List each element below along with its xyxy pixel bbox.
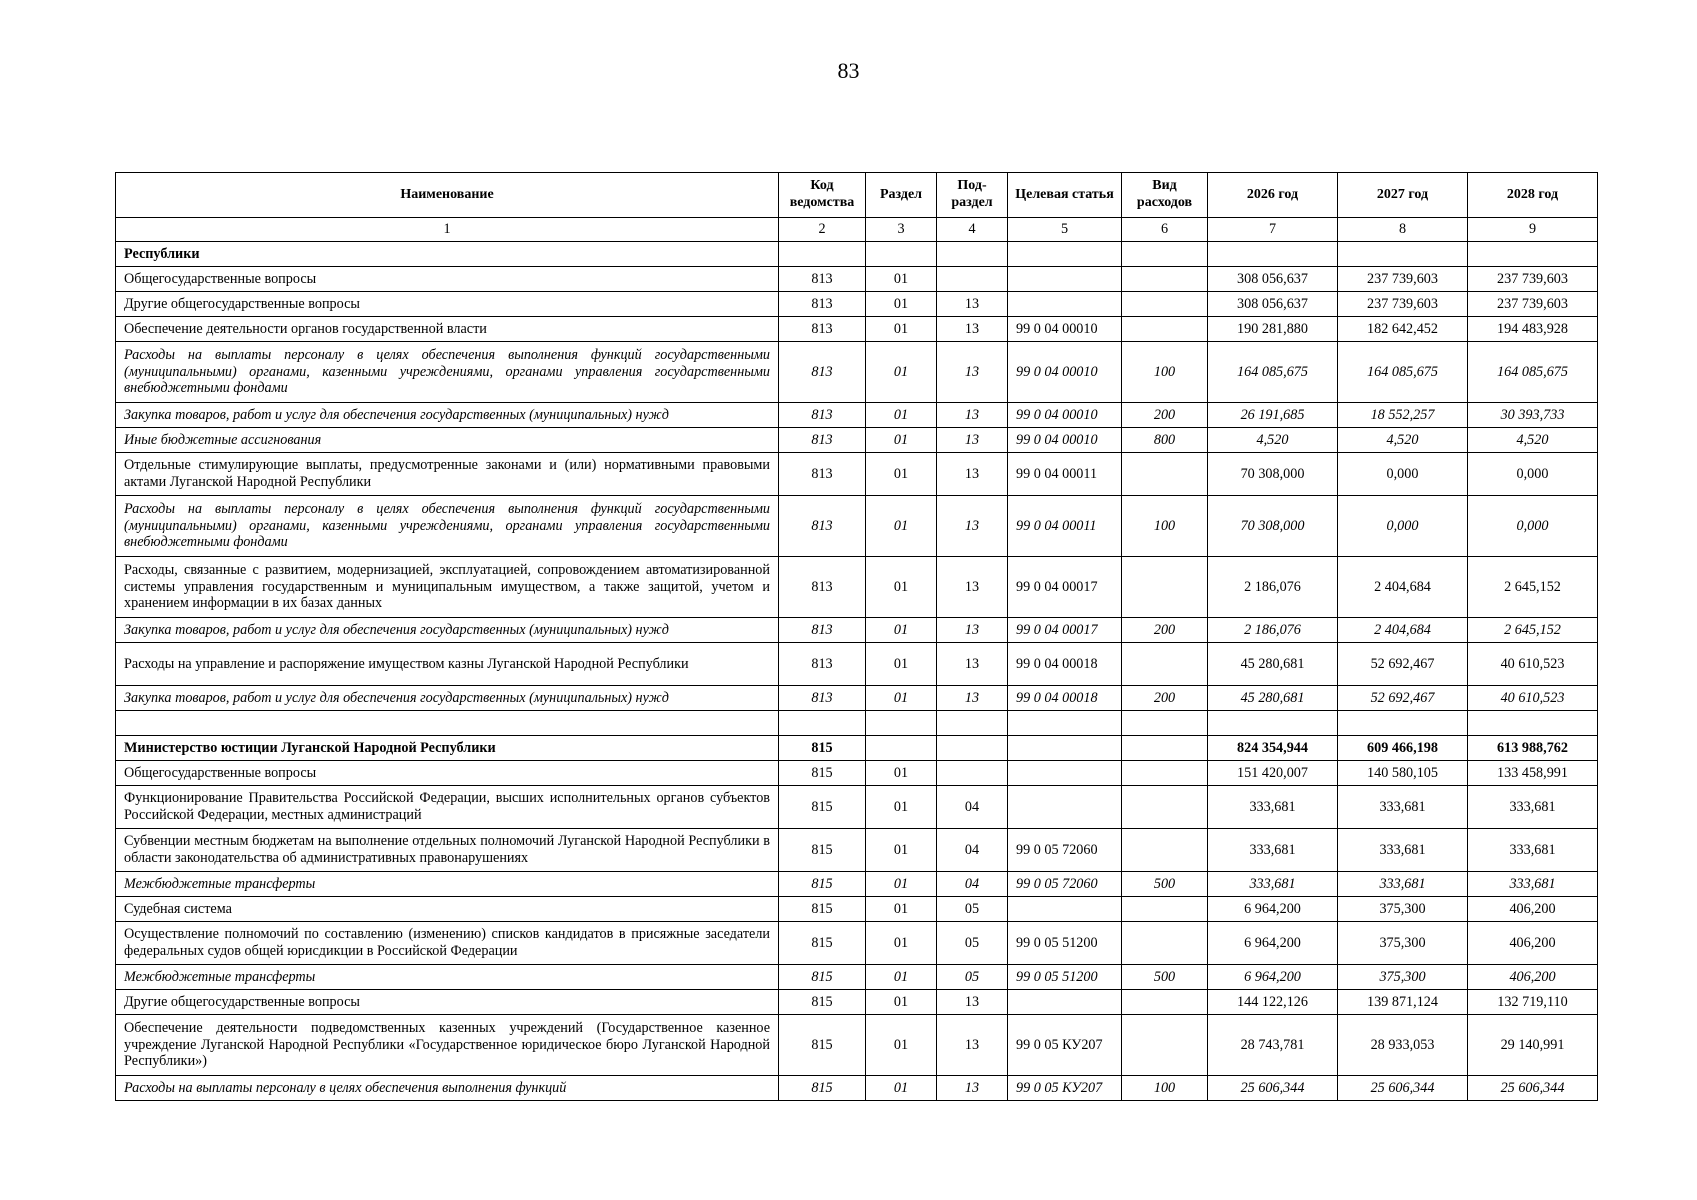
row-name: Осуществление полномочий по составлению (изменению) списков кандидатов в присяжные заседатели федеральных судов общей юрисдикции в Российской Федерации — [116, 922, 779, 965]
row-target — [1008, 761, 1122, 786]
row-kind — [1122, 990, 1208, 1015]
row-value-2028: 4,520 — [1468, 428, 1598, 453]
header-code: Код ведомства — [779, 173, 866, 218]
row-code: 815 — [779, 965, 866, 990]
row-section: 01 — [866, 965, 937, 990]
row-value-2026: 2 186,076 — [1208, 557, 1338, 618]
row-section: 01 — [866, 1076, 937, 1101]
row-kind: 500 — [1122, 872, 1208, 897]
row-target — [1008, 292, 1122, 317]
row-target: 99 0 04 00017 — [1008, 618, 1122, 643]
row-kind: 200 — [1122, 618, 1208, 643]
row-value-2028: 0,000 — [1468, 496, 1598, 557]
row-code: 815 — [779, 736, 866, 761]
row-section: 01 — [866, 761, 937, 786]
row-kind — [1122, 829, 1208, 872]
row-value-2026: 333,681 — [1208, 829, 1338, 872]
row-subsection: 13 — [937, 496, 1008, 557]
row-target — [1008, 990, 1122, 1015]
row-kind — [1122, 317, 1208, 342]
row-value-2027: 375,300 — [1338, 897, 1468, 922]
row-value-2026: 6 964,200 — [1208, 922, 1338, 965]
header-2027: 2027 год — [1338, 173, 1468, 218]
row-value-2026: 28 743,781 — [1208, 1015, 1338, 1076]
row-value-2026: 824 354,944 — [1208, 736, 1338, 761]
page-number: 83 — [837, 58, 860, 83]
row-value-2027: 0,000 — [1338, 453, 1468, 496]
row-value-2026: 25 606,344 — [1208, 1076, 1338, 1101]
row-code: 813 — [779, 292, 866, 317]
row-subsection — [937, 242, 1008, 267]
col-number: 5 — [1008, 218, 1122, 242]
row-name: Другие общегосударственные вопросы — [116, 990, 779, 1015]
row-value-2028: 406,200 — [1468, 922, 1598, 965]
row-subsection: 13 — [937, 292, 1008, 317]
row-kind — [1122, 267, 1208, 292]
row-code: 815 — [779, 872, 866, 897]
row-name: Межбюджетные трансферты — [116, 872, 779, 897]
row-subsection: 13 — [937, 618, 1008, 643]
row-target — [1008, 267, 1122, 292]
row-value-2028 — [1468, 711, 1598, 736]
row-value-2026: 6 964,200 — [1208, 965, 1338, 990]
row-kind: 100 — [1122, 342, 1208, 403]
row-name: Другие общегосударственные вопросы — [116, 292, 779, 317]
row-code: 815 — [779, 786, 866, 829]
table-row — [116, 242, 1598, 267]
table-row — [116, 1015, 1598, 1076]
table-row — [116, 496, 1598, 557]
row-code: 815 — [779, 922, 866, 965]
table-row — [116, 965, 1598, 990]
row-value-2028: 2 645,152 — [1468, 618, 1598, 643]
header-2026: 2026 год — [1208, 173, 1338, 218]
row-value-2027: 4,520 — [1338, 428, 1468, 453]
row-subsection — [937, 267, 1008, 292]
row-value-2026: 70 308,000 — [1208, 496, 1338, 557]
row-subsection: 13 — [937, 643, 1008, 686]
row-name: Министерство юстиции Луганской Народной Республики — [116, 736, 779, 761]
row-code: 815 — [779, 1076, 866, 1101]
table-row — [116, 292, 1598, 317]
row-subsection — [937, 761, 1008, 786]
row-section: 01 — [866, 453, 937, 496]
row-name: Общегосударственные вопросы — [116, 761, 779, 786]
row-value-2028: 40 610,523 — [1468, 686, 1598, 711]
row-value-2028: 333,681 — [1468, 872, 1598, 897]
row-section — [866, 736, 937, 761]
row-kind — [1122, 711, 1208, 736]
row-section: 01 — [866, 897, 937, 922]
row-target: 99 0 04 00010 — [1008, 428, 1122, 453]
header-subsection: Под- раздел — [937, 173, 1008, 218]
row-value-2028: 333,681 — [1468, 829, 1598, 872]
row-section — [866, 242, 937, 267]
row-code: 815 — [779, 829, 866, 872]
table-row — [116, 711, 1598, 736]
row-value-2028: 29 140,991 — [1468, 1015, 1598, 1076]
table-row — [116, 897, 1598, 922]
header-target: Целевая статья — [1008, 173, 1122, 218]
row-subsection — [937, 736, 1008, 761]
row-value-2026: 4,520 — [1208, 428, 1338, 453]
row-value-2026 — [1208, 242, 1338, 267]
row-subsection: 05 — [937, 922, 1008, 965]
row-kind: 200 — [1122, 686, 1208, 711]
row-target: 99 0 05 72060 — [1008, 829, 1122, 872]
row-value-2028: 133 458,991 — [1468, 761, 1598, 786]
row-name: Расходы на выплаты персоналу в целях обеспечения выполнения функций государственными (муниципальными) органами, казенными учреждениями, органами управления государственными внебюджетными фондами — [116, 496, 779, 557]
row-code: 813 — [779, 403, 866, 428]
table-row — [116, 686, 1598, 711]
row-section: 01 — [866, 292, 937, 317]
header-kind: Вид расходов — [1122, 173, 1208, 218]
table-row — [116, 990, 1598, 1015]
row-value-2026: 70 308,000 — [1208, 453, 1338, 496]
row-subsection: 04 — [937, 786, 1008, 829]
row-section: 01 — [866, 618, 937, 643]
row-subsection: 05 — [937, 965, 1008, 990]
row-subsection: 13 — [937, 1076, 1008, 1101]
row-value-2027: 333,681 — [1338, 786, 1468, 829]
row-target: 99 0 04 00018 — [1008, 643, 1122, 686]
row-kind: 800 — [1122, 428, 1208, 453]
row-subsection: 05 — [937, 897, 1008, 922]
row-value-2028: 406,200 — [1468, 897, 1598, 922]
row-section: 01 — [866, 872, 937, 897]
row-value-2027: 237 739,603 — [1338, 267, 1468, 292]
row-value-2028: 613 988,762 — [1468, 736, 1598, 761]
row-value-2028: 333,681 — [1468, 786, 1598, 829]
row-value-2027: 25 606,344 — [1338, 1076, 1468, 1101]
row-value-2028: 0,000 — [1468, 453, 1598, 496]
header-section: Раздел — [866, 173, 937, 218]
row-subsection: 13 — [937, 1015, 1008, 1076]
row-subsection: 13 — [937, 403, 1008, 428]
row-kind — [1122, 761, 1208, 786]
row-subsection: 04 — [937, 872, 1008, 897]
row-target: 99 0 04 00011 — [1008, 496, 1122, 557]
row-name: Субвенции местным бюджетам на выполнение отдельных полномочий Луганской Народной Республики в области законодательства об административных правонарушениях — [116, 829, 779, 872]
row-value-2026: 45 280,681 — [1208, 686, 1338, 711]
row-value-2028: 25 606,344 — [1468, 1076, 1598, 1101]
row-value-2027 — [1338, 242, 1468, 267]
row-value-2026: 333,681 — [1208, 872, 1338, 897]
row-value-2028 — [1468, 242, 1598, 267]
header-2028: 2028 год — [1468, 173, 1598, 218]
row-value-2027: 333,681 — [1338, 829, 1468, 872]
row-target: 99 0 05 КУ207 — [1008, 1015, 1122, 1076]
row-section: 01 — [866, 403, 937, 428]
row-subsection: 13 — [937, 428, 1008, 453]
row-target: 99 0 05 51200 — [1008, 965, 1122, 990]
row-code: 815 — [779, 761, 866, 786]
column-number-row — [116, 218, 1598, 242]
row-value-2026: 2 186,076 — [1208, 618, 1338, 643]
row-value-2028: 406,200 — [1468, 965, 1598, 990]
row-value-2026: 144 122,126 — [1208, 990, 1338, 1015]
table-row — [116, 428, 1598, 453]
row-value-2027: 375,300 — [1338, 922, 1468, 965]
row-code: 813 — [779, 618, 866, 643]
row-value-2027: 18 552,257 — [1338, 403, 1468, 428]
row-value-2027: 0,000 — [1338, 496, 1468, 557]
row-name: Общегосударственные вопросы — [116, 267, 779, 292]
row-section: 01 — [866, 686, 937, 711]
row-subsection: 13 — [937, 317, 1008, 342]
row-value-2027: 52 692,467 — [1338, 643, 1468, 686]
budget-table — [115, 172, 1598, 1101]
row-kind — [1122, 643, 1208, 686]
row-value-2028: 237 739,603 — [1468, 292, 1598, 317]
row-name: Функционирование Правительства Российской Федерации, высших исполнительных органов субъектов Российской Федерации, местных администраций — [116, 786, 779, 829]
row-name: Закупка товаров, работ и услуг для обеспечения государственных (муниципальных) нужд — [116, 618, 779, 643]
row-value-2027: 52 692,467 — [1338, 686, 1468, 711]
row-target — [1008, 242, 1122, 267]
row-value-2027: 139 871,124 — [1338, 990, 1468, 1015]
row-section: 01 — [866, 496, 937, 557]
row-kind — [1122, 292, 1208, 317]
row-target: 99 0 04 00010 — [1008, 317, 1122, 342]
row-kind — [1122, 1015, 1208, 1076]
row-target — [1008, 711, 1122, 736]
row-section: 01 — [866, 342, 937, 403]
row-name: Межбюджетные трансферты — [116, 965, 779, 990]
row-value-2026: 308 056,637 — [1208, 267, 1338, 292]
row-name: Закупка товаров, работ и услуг для обеспечения государственных (муниципальных) нужд — [116, 403, 779, 428]
row-value-2027: 140 580,105 — [1338, 761, 1468, 786]
row-section: 01 — [866, 557, 937, 618]
row-name: Иные бюджетные ассигнования — [116, 428, 779, 453]
row-name: Расходы на выплаты персоналу в целях обеспечения выполнения функций государственными (муниципальными) органами, казенными учреждениями, органами управления государственными внебюджетными фондами — [116, 342, 779, 403]
row-kind — [1122, 922, 1208, 965]
row-subsection: 13 — [937, 342, 1008, 403]
table-row — [116, 786, 1598, 829]
table-row — [116, 453, 1598, 496]
row-code — [779, 242, 866, 267]
row-name: Расходы на выплаты персоналу в целях обеспечения выполнения функций — [116, 1076, 779, 1101]
row-kind: 100 — [1122, 496, 1208, 557]
row-target — [1008, 786, 1122, 829]
row-kind — [1122, 897, 1208, 922]
row-code — [779, 711, 866, 736]
row-value-2026: 26 191,685 — [1208, 403, 1338, 428]
row-target — [1008, 736, 1122, 761]
row-section: 01 — [866, 1015, 937, 1076]
row-value-2027: 375,300 — [1338, 965, 1468, 990]
row-value-2028: 132 719,110 — [1468, 990, 1598, 1015]
row-code: 813 — [779, 267, 866, 292]
row-section: 01 — [866, 643, 937, 686]
col-number: 8 — [1338, 218, 1468, 242]
row-name: Расходы на управление и распоряжение имуществом казны Луганской Народной Республики — [116, 643, 779, 686]
col-number: 3 — [866, 218, 937, 242]
row-code: 813 — [779, 428, 866, 453]
row-value-2028: 164 085,675 — [1468, 342, 1598, 403]
row-value-2028: 40 610,523 — [1468, 643, 1598, 686]
table-row — [116, 267, 1598, 292]
row-value-2026: 308 056,637 — [1208, 292, 1338, 317]
row-value-2027: 2 404,684 — [1338, 618, 1468, 643]
table-body — [116, 242, 1598, 1101]
row-value-2028: 2 645,152 — [1468, 557, 1598, 618]
row-section: 01 — [866, 829, 937, 872]
row-subsection: 13 — [937, 557, 1008, 618]
table-row — [116, 829, 1598, 872]
row-kind — [1122, 786, 1208, 829]
row-value-2026: 6 964,200 — [1208, 897, 1338, 922]
row-target: 99 0 04 00011 — [1008, 453, 1122, 496]
row-value-2027: 164 085,675 — [1338, 342, 1468, 403]
row-value-2027: 333,681 — [1338, 872, 1468, 897]
row-kind: 500 — [1122, 965, 1208, 990]
row-value-2027: 2 404,684 — [1338, 557, 1468, 618]
row-kind: 100 — [1122, 1076, 1208, 1101]
table-row — [116, 922, 1598, 965]
row-name: Закупка товаров, работ и услуг для обеспечения государственных (муниципальных) нужд — [116, 686, 779, 711]
row-target: 99 0 04 00010 — [1008, 403, 1122, 428]
row-kind — [1122, 242, 1208, 267]
row-value-2026: 151 420,007 — [1208, 761, 1338, 786]
row-subsection: 13 — [937, 990, 1008, 1015]
col-number: 1 — [116, 218, 779, 242]
row-section: 01 — [866, 786, 937, 829]
table-row — [116, 872, 1598, 897]
row-value-2028: 237 739,603 — [1468, 267, 1598, 292]
row-value-2026: 164 085,675 — [1208, 342, 1338, 403]
row-name: Судебная система — [116, 897, 779, 922]
row-target: 99 0 04 00017 — [1008, 557, 1122, 618]
row-code: 813 — [779, 317, 866, 342]
row-target: 99 0 04 00010 — [1008, 342, 1122, 403]
table-row — [116, 761, 1598, 786]
row-section: 01 — [866, 990, 937, 1015]
row-code: 813 — [779, 686, 866, 711]
row-section: 01 — [866, 267, 937, 292]
row-section: 01 — [866, 922, 937, 965]
row-name: Отдельные стимулирующие выплаты, предусмотренные законами и (или) нормативными правовыми актами Луганской Народной Республики — [116, 453, 779, 496]
row-value-2027: 237 739,603 — [1338, 292, 1468, 317]
row-value-2027: 609 466,198 — [1338, 736, 1468, 761]
col-number: 2 — [779, 218, 866, 242]
row-name — [116, 711, 779, 736]
row-code: 813 — [779, 643, 866, 686]
row-code: 813 — [779, 557, 866, 618]
table-row — [116, 403, 1598, 428]
table-row — [116, 317, 1598, 342]
row-code: 813 — [779, 496, 866, 557]
row-target: 99 0 05 КУ207 — [1008, 1076, 1122, 1101]
row-value-2026: 190 281,880 — [1208, 317, 1338, 342]
col-number: 4 — [937, 218, 1008, 242]
row-subsection: 13 — [937, 686, 1008, 711]
row-name: Расходы, связанные с развитием, модернизацией, эксплуатацией, сопровождением автоматизированной системы управления государственным и муниципальным имуществом, а также защитой, учетом и хранением информации в их базах данных — [116, 557, 779, 618]
row-section: 01 — [866, 428, 937, 453]
table-row — [116, 1076, 1598, 1101]
row-code: 815 — [779, 990, 866, 1015]
row-value-2027: 28 933,053 — [1338, 1015, 1468, 1076]
header-name: Наименование — [116, 173, 779, 218]
row-kind: 200 — [1122, 403, 1208, 428]
header-row — [116, 173, 1598, 218]
row-section — [866, 711, 937, 736]
row-kind — [1122, 736, 1208, 761]
col-number: 7 — [1208, 218, 1338, 242]
row-code: 815 — [779, 1015, 866, 1076]
table-row — [116, 736, 1598, 761]
row-kind — [1122, 453, 1208, 496]
col-number: 6 — [1122, 218, 1208, 242]
row-value-2027 — [1338, 711, 1468, 736]
row-target — [1008, 897, 1122, 922]
row-code: 813 — [779, 342, 866, 403]
table-row — [116, 618, 1598, 643]
row-name: Республики — [116, 242, 779, 267]
table-row — [116, 342, 1598, 403]
row-section: 01 — [866, 317, 937, 342]
table-row — [116, 643, 1598, 686]
row-value-2028: 194 483,928 — [1468, 317, 1598, 342]
row-value-2027: 182 642,452 — [1338, 317, 1468, 342]
row-value-2026: 333,681 — [1208, 786, 1338, 829]
table-row — [116, 557, 1598, 618]
row-name: Обеспечение деятельности подведомственных казенных учреждений (Государственное казенное учреждение Луганской Народной Республики «Государственное юридическое бюро Луганской Народной Республики») — [116, 1015, 779, 1076]
row-subsection: 04 — [937, 829, 1008, 872]
row-target: 99 0 04 00018 — [1008, 686, 1122, 711]
row-code: 815 — [779, 897, 866, 922]
row-value-2028: 30 393,733 — [1468, 403, 1598, 428]
row-code: 813 — [779, 453, 866, 496]
row-subsection: 13 — [937, 453, 1008, 496]
row-target: 99 0 05 51200 — [1008, 922, 1122, 965]
row-value-2026: 45 280,681 — [1208, 643, 1338, 686]
row-name: Обеспечение деятельности органов государственной власти — [116, 317, 779, 342]
col-number: 9 — [1468, 218, 1598, 242]
row-value-2026 — [1208, 711, 1338, 736]
row-target: 99 0 05 72060 — [1008, 872, 1122, 897]
row-subsection — [937, 711, 1008, 736]
row-kind — [1122, 557, 1208, 618]
